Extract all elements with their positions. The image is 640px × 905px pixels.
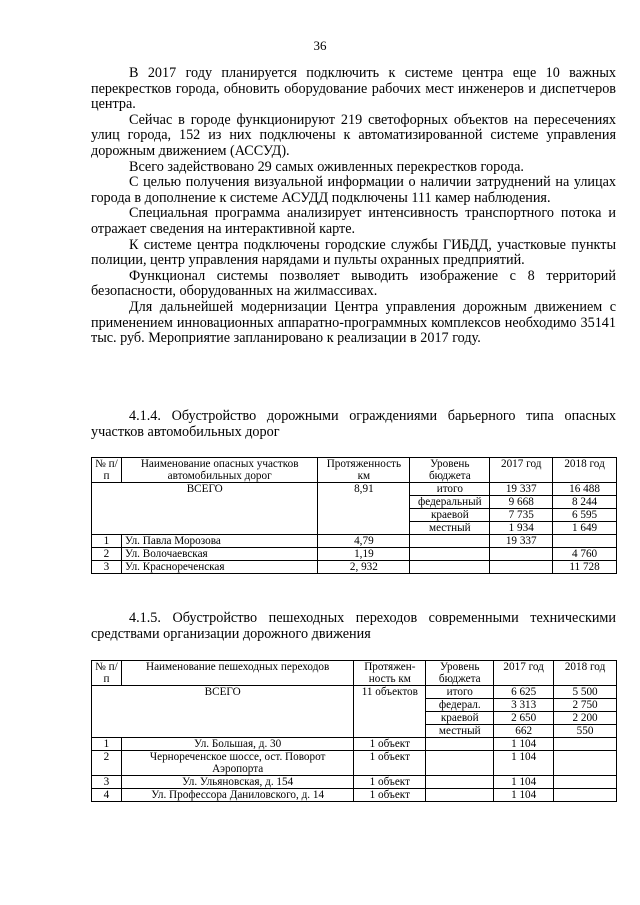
table-header-row: [92, 661, 617, 686]
section-heading-barriers: 4.1.4. Обустройство дорожными ограждениями барьерного типа опасных участков автомобильных дорог: [91, 408, 616, 440]
value-2018: 16 488: [553, 483, 617, 496]
table-row: [92, 535, 617, 548]
value-2018: 5 500: [554, 686, 617, 699]
budget-level: местный: [410, 522, 490, 535]
crossing-name: Чернореченское шоссе, ост. Поворот Аэропорта: [121, 751, 353, 776]
header-cell: Наименование опасных участков автомобильных дорог: [121, 458, 317, 483]
table-row: [92, 548, 617, 561]
section-name: Ул. Краснореченская: [121, 561, 317, 574]
paragraph: В 2017 году планируется подключить к системе центра еще 10 важных перекрестков города, обновить оборудование рабочих мест инженеров и диспетчеров центра.: [91, 65, 616, 113]
row-number: 3: [92, 776, 122, 789]
section-name: Ул. Волочаевская: [121, 548, 317, 561]
budget-level: местный: [426, 725, 494, 738]
value-2017: 19 337: [490, 535, 553, 548]
row-budget: [426, 776, 494, 789]
value-2017: 1 934: [490, 522, 553, 535]
row-length: 1 объект: [354, 738, 426, 751]
value-2018: 11 728: [553, 561, 617, 574]
crossings-table: [91, 660, 617, 802]
crossing-name: Ул. Профессора Даниловского, д. 14: [121, 789, 353, 802]
value-2018: 4 760: [553, 548, 617, 561]
value-2018: [554, 738, 617, 751]
paragraph: К системе центра подключены городские службы ГИБДД, участковые пункты полиции, центр управления нарядами и пульты охранных предприятий.: [91, 236, 616, 269]
value-2018: 2 200: [554, 712, 617, 725]
value-2017: 9 668: [490, 496, 553, 509]
row-length: 1 объект: [354, 789, 426, 802]
header-cell: 2017 год: [494, 661, 554, 686]
paragraph: Сейчас в городе функционируют 219 светофорных объектов на пересечениях улиц города, 152 из них подключены к автоматизированной системе управления дорожным движением (АССУД).: [91, 111, 616, 159]
row-length: 1,19: [318, 548, 410, 561]
section-name: Ул. Павла Морозова: [121, 535, 317, 548]
total-label: ВСЕГО: [92, 686, 354, 738]
header-cell: Протяженность км: [318, 458, 410, 483]
row-budget: [426, 751, 494, 776]
page-number: 36: [313, 38, 327, 53]
header-cell: № п/п: [92, 458, 122, 483]
table-row: [92, 686, 617, 699]
header-cell: 2018 год: [554, 661, 617, 686]
header-cell: Уровень бюджета: [426, 661, 494, 686]
barriers-table: [91, 457, 617, 574]
value-2017: 1 104: [494, 751, 554, 776]
budget-level: краевой: [410, 509, 490, 522]
header-cell: Наименование пешеходных переходов: [121, 661, 353, 686]
table-row: [92, 561, 617, 574]
row-budget: [426, 789, 494, 802]
paragraph: Функционал системы позволяет выводить изображение с 8 территорий безопасности, оборудованных на жилмассивах.: [91, 267, 616, 300]
value-2018: 6 595: [553, 509, 617, 522]
section-heading-crossings: 4.1.5. Обустройство пешеходных переходов современными техническими средствами организации дорожного движения: [91, 610, 616, 642]
total-label: ВСЕГО: [92, 483, 318, 535]
value-2017: 1 104: [494, 789, 554, 802]
value-2018: 550: [554, 725, 617, 738]
header-cell: 2017 год: [490, 458, 553, 483]
header-cell: 2018 год: [553, 458, 617, 483]
budget-level: федеральный: [410, 496, 490, 509]
budget-level: федерал.: [426, 699, 494, 712]
row-budget: [410, 561, 490, 574]
value-2018: [554, 776, 617, 789]
budget-level: краевой: [426, 712, 494, 725]
value-2018: 8 244: [553, 496, 617, 509]
value-2017: 662: [494, 725, 554, 738]
value-2018: [554, 789, 617, 802]
table-header-row: [92, 458, 617, 483]
table-row: [92, 776, 617, 789]
row-number: 2: [92, 548, 122, 561]
value-2018: 1 649: [553, 522, 617, 535]
paragraph: С целью получения визуальной информации о наличии затруднений на улицах города в дополнение к системе АСУДД подключены 111 камер наблюдения.: [91, 174, 616, 206]
table-row: [92, 483, 617, 496]
row-budget: [410, 548, 490, 561]
paragraph: Всего задействовано 29 самых оживленных перекрестков города.: [129, 158, 524, 175]
row-number: 3: [92, 561, 122, 574]
row-number: 1: [92, 535, 122, 548]
budget-level: итого: [410, 483, 490, 496]
value-2017: 6 625: [494, 686, 554, 699]
body-text: [91, 66, 616, 347]
value-2017: 2 650: [494, 712, 554, 725]
value-2018: [553, 535, 617, 548]
header-cell: Протяжен-ность км: [354, 661, 426, 686]
header-cell: Уровень бюджета: [410, 458, 490, 483]
budget-level: итого: [426, 686, 494, 699]
value-2017: [490, 561, 553, 574]
value-2017: 1 104: [494, 738, 554, 751]
value-2017: 1 104: [494, 776, 554, 789]
crossing-name: Ул. Большая, д. 30: [121, 738, 353, 751]
paragraph: Специальная программа анализирует интенсивность транспортного потока и отражает сведения на интерактивной карте.: [91, 205, 616, 237]
value-2018: 2 750: [554, 699, 617, 712]
row-length: 1 объект: [354, 751, 426, 776]
value-2018: [554, 751, 617, 776]
value-2017: [490, 548, 553, 561]
row-length: 1 объект: [354, 776, 426, 789]
header-cell: № п/п: [92, 661, 122, 686]
value-2017: 19 337: [490, 483, 553, 496]
total-length: 11 объектов: [354, 686, 426, 738]
value-2017: 7 735: [490, 509, 553, 522]
table-row: [92, 751, 617, 776]
table-row: [92, 738, 617, 751]
paragraph: Для дальнейшей модернизации Центра управления дорожным движением с применением инновационных аппаратно-программных комплексов необходимо 35141 тыс. руб. Мероприятие запланировано к реализации в 2017 году.: [91, 298, 616, 347]
value-2017: 3 313: [494, 699, 554, 712]
row-number: 2: [92, 751, 122, 776]
row-budget: [410, 535, 490, 548]
row-number: 1: [92, 738, 122, 751]
row-length: 4,79: [318, 535, 410, 548]
row-budget: [426, 738, 494, 751]
table-row: [92, 789, 617, 802]
crossing-name: Ул. Ульяновская, д. 154: [121, 776, 353, 789]
row-number: 4: [92, 789, 122, 802]
total-length: 8,91: [318, 483, 410, 535]
row-length: 2, 932: [318, 561, 410, 574]
